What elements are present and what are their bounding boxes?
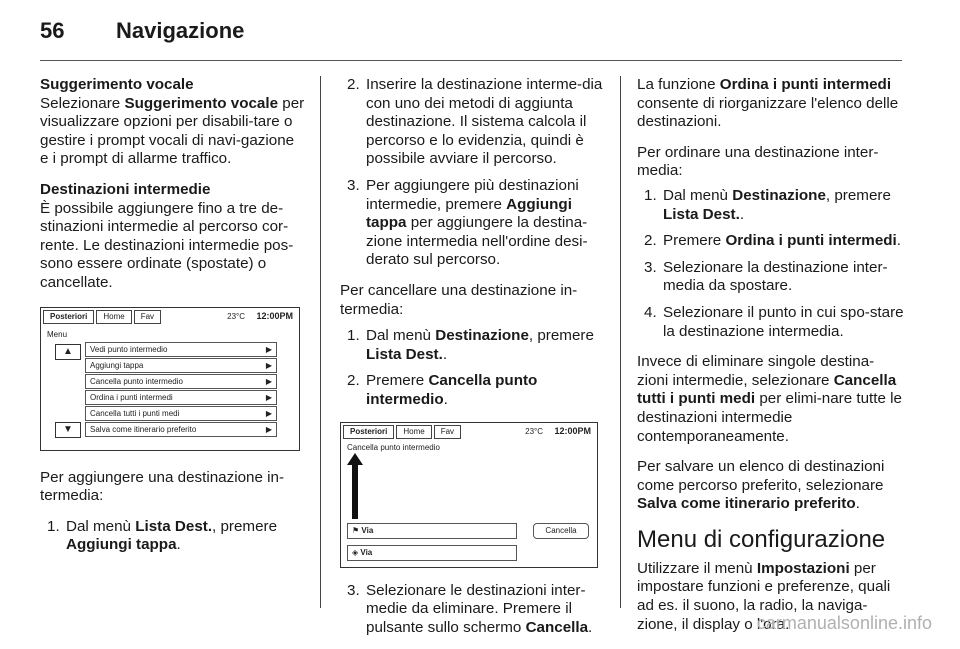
screen-label: Cancella punto intermedio [347, 442, 440, 452]
chevron-right-icon: ▶ [265, 344, 272, 354]
header-rule [40, 60, 902, 61]
list-item: 3. Selezionare la destinazione inter-media da spostare. [644, 258, 888, 295]
list-item: 2. Inserire la destinazione interme-dia con uno dei metodi di aggiunta destinazione. Il sistema calcola il percorso e lo evidenzia, quindi è possibile avviare il percorso. [347, 76, 603, 168]
clock: 12:00PM [554, 425, 591, 436]
temperature: 23°C [525, 426, 543, 436]
scroll-up-icon: ▲ [55, 344, 81, 360]
screen-label: Menu [47, 329, 68, 339]
tab-bar [43, 310, 161, 324]
page-header [40, 18, 244, 44]
paragraph-add: Per aggiungere una destinazione in-termedia: [40, 468, 285, 505]
paragraph-delete-all: Invece di eliminare singole destina-zioni intermedie, selezionare Cancella tutti i punti medi per elimi-nare tutte le destinazioni intermedie contemporaneamente. [637, 353, 902, 445]
cancel-button: Cancella [533, 523, 589, 539]
page-title: Navigazione [116, 18, 245, 43]
list-item: 1. Dal menù Lista Dest., premere Aggiungi tappa. [47, 517, 278, 554]
watermark: carmanualsonline.info [756, 613, 932, 633]
chevron-right-icon: ▶ [265, 408, 272, 418]
menu-row: Vedi punto intermedio ▶ [85, 342, 277, 357]
menu-row: Salva come itinerario preferito ▶ [85, 422, 277, 437]
tab-posteriori: Posteriori [343, 425, 394, 439]
scroll-bar [352, 463, 358, 519]
list-item-via: ◈ Via [347, 545, 517, 561]
paragraph-intermediate: È possibile aggiungere fino a tre de-stinazioni intermedie al percorso cor-rente. Le destinazioni intermedie pos-sono essere ordinate (spostate) o cancellate. [40, 199, 294, 291]
temperature: 23°C [227, 311, 245, 321]
tab-home: Home [396, 425, 431, 439]
list-item: 1. Dal menù Destinazione, premere Lista Dest.. [347, 327, 594, 363]
screen-figure-delete [340, 422, 598, 568]
paragraph-voice: Selezionare Suggerimento vocale per visualizzare opzioni per disabili-tare o gestire i prompt vocali di navi-gazione e i prompt di allarme traffico. [40, 94, 305, 168]
steps-add [40, 518, 306, 555]
list-item: 3. Selezionare le destinazioni inter-medie da eliminare. Premere il pulsante sullo schermo Cancella. [347, 581, 593, 636]
list-item: 4. Selezionare il punto in cui spo-stare la destinazione intermedia. [644, 303, 904, 340]
tab-fav: Fav [134, 310, 161, 324]
steps-order [637, 187, 905, 341]
menu-row: Cancella tutti i punti medi ▶ [85, 406, 277, 421]
chevron-right-icon: ▶ [265, 376, 272, 386]
tab-bar [343, 425, 461, 439]
column-3 [637, 76, 905, 646]
tab-posteriori: Posteriori [43, 310, 94, 324]
chevron-right-icon: ▶ [265, 360, 272, 370]
tab-fav: Fav [434, 425, 461, 439]
column-2 [340, 76, 606, 649]
column-divider [620, 76, 621, 608]
column-1 [40, 76, 306, 567]
menu-row: Cancella punto intermedio ▶ [85, 374, 277, 389]
screen-figure-menu [40, 307, 300, 451]
flag-icon: ⚑ [352, 525, 362, 535]
subheading-intermediate: Destinazioni intermedie [40, 180, 211, 198]
location-icon: ◈ [352, 547, 361, 557]
paragraph-delete: Per cancellare una destinazione in-termedia: [340, 281, 578, 318]
subheading-voice: Suggerimento vocale [40, 76, 194, 93]
paragraph-save: Per salvare un elenco di destinazioni come percorso preferito, selezionare Salva come itinerario preferito. [637, 458, 885, 513]
paragraph-order-intro: La funzione Ordina i punti intermedi consente di riorganizzare l'elenco delle destinazioni. [637, 76, 899, 131]
clock: 12:00PM [256, 310, 293, 321]
menu-row: Ordina i punti intermedi ▶ [85, 390, 277, 405]
list-item: 3. Per aggiungere più destinazioni intermedie, premere Aggiungi tappa per aggiungere la destina-zione intermedia nell'ordine desi-derato sul percorso. [347, 176, 588, 269]
tab-home: Home [96, 310, 131, 324]
list-item: 2. Premere Cancella punto intermedio. [347, 372, 538, 408]
chevron-right-icon: ▶ [265, 392, 272, 402]
steps-delete [340, 327, 606, 409]
chevron-right-icon: ▶ [265, 424, 272, 434]
list-item: 2. Premere Ordina i punti intermedi. [644, 232, 901, 250]
section-heading: Menu di configurazione [637, 525, 886, 553]
column-divider [320, 76, 321, 608]
steps-delete-cont [340, 582, 606, 638]
page-number: 56 [40, 18, 65, 43]
paragraph-settings: Utilizzare il menù Impostazioni per impostare funzioni e preferenze, quali ad es. il suono, la radio, la naviga-zione, il display o l'ora. [637, 559, 891, 633]
scroll-down-icon: ▼ [55, 422, 81, 438]
steps-add-cont [340, 76, 606, 270]
menu-row: Aggiungi tappa ▶ [85, 358, 277, 373]
paragraph-order: Per ordinare una destinazione inter-media: [637, 143, 879, 180]
list-item-via: ⚑ Via [347, 523, 517, 539]
list-item: 1. Dal menù Destinazione, premere Lista Dest.. [644, 186, 891, 223]
